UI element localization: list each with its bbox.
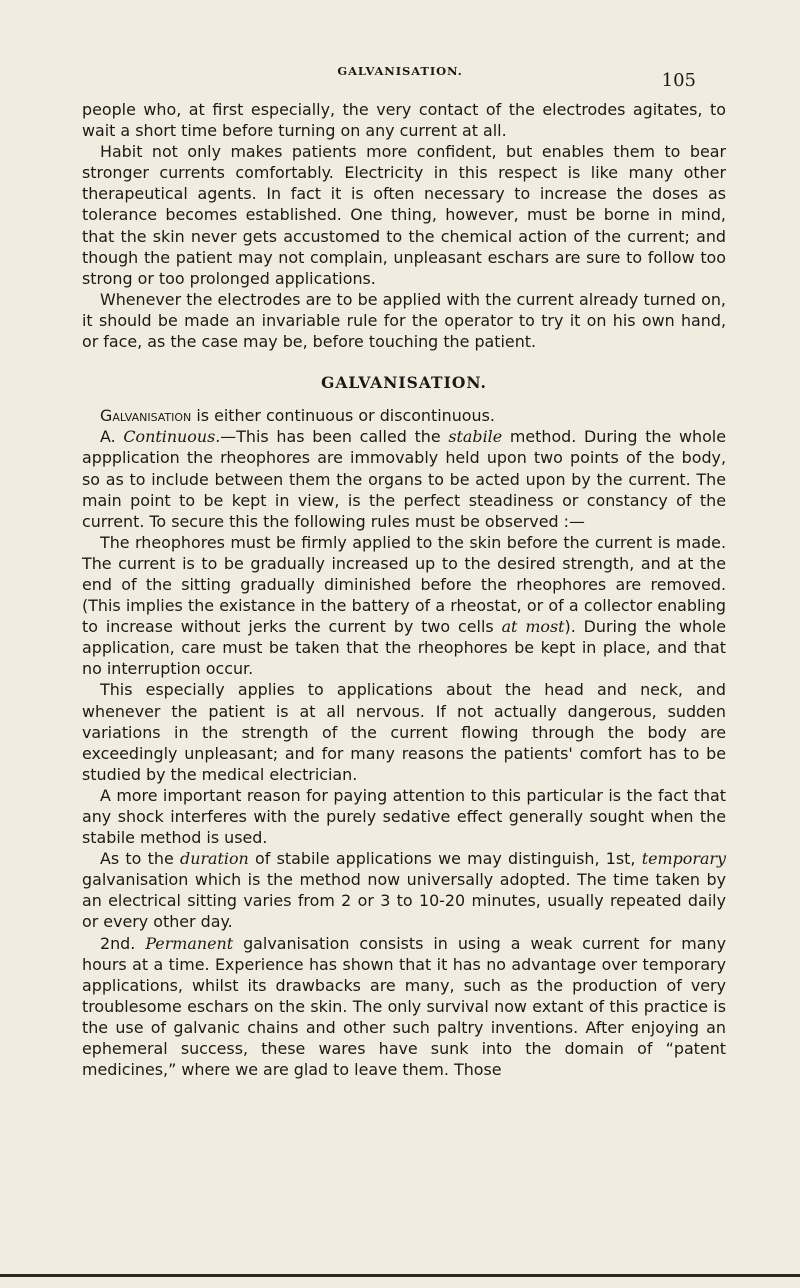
body-text	[82, 99, 726, 1080]
paragraph-important: A more important reason for paying attention to this particular is the fact that any shock interferes with the purely sedative effect generally sought when the stabile method is used.	[82, 785, 726, 848]
paragraph-habit: Habit not only makes patients more confident, but enables them to bear stronger currents comfortably. Electricity in this respect is like many other therapeutical agents. In fact it is often necessary to increase the doses as tolerance becomes established. One thing, however, must be borne in mind, that the skin never gets accustomed to the chemical action of the current; and though the patient may not complain, unpleasant eschars are sure to follow too strong or too prolonged applications.	[82, 142, 726, 288]
duration-after: galvanisation which is the method now universally adopted. The time taken by an electrical sitting varies from 2 or 3 to 10-20 minutes, usually repeated daily or every other day.	[82, 870, 726, 932]
galvanisation-term: Galvanisation	[100, 406, 192, 426]
at-most-term: at most	[501, 617, 565, 637]
running-title: GALVANISATION.	[337, 64, 463, 78]
paragraph-galvanisation	[82, 405, 726, 426]
page-number: 105	[661, 70, 696, 91]
rheophores-before: The rheophores must be firmly applied to the skin before the current is made. The current is to be gradually increased up to the desired strength, and at the end of the sitting gradually diminished before the rheophores are removed. (This implies the existance in the battery of a rheostat, or of a collector enabling to increase without jerks the current by two cells	[82, 532, 726, 637]
paragraph-permanent	[82, 933, 726, 1081]
bottom-edge-rule	[0, 1274, 800, 1277]
paragraph-duration	[82, 848, 726, 932]
continuous-mid: —This has been called the	[220, 427, 449, 447]
temporary-term: temporary	[641, 849, 726, 869]
continuous-rest: method. During the whole appplication the rheophores are immovably held upon two points of the body, so as to include between them the organs to be acted upon by the current. The main point to be kept in view, is the perfect steadiness or constancy of the current. To secure this the following rules must be observed :—	[82, 427, 726, 531]
paragraph-electrodes: Whenever the electrodes are to be applied with the current already turned on, it should be made an invariable rule for the operator to try it on his own hand, or face, as the case may be, before touching the patient.	[82, 289, 726, 352]
stabile-term: stabile	[448, 427, 503, 447]
paragraph-continued: people who, at first especially, the very contact of the electrodes agitates, to wait a short time before turning on any current at all.	[82, 100, 726, 141]
permanent-term: Permanent	[145, 933, 234, 953]
paragraph-especially: This especially applies to applications about the head and neck, and whenever the patient is at all nervous. If not actually dangerous, sudden variations in the strength of the current flowing through the body are exceedingly unpleasant; and for many reasons the patients' comfort has to be studied by the medical electrician.	[82, 680, 726, 784]
section-heading: GALVANISATION.	[321, 373, 487, 393]
duration-mid: of stabile applications we may distinguish, 1st,	[248, 849, 642, 869]
permanent-lead: 2nd.	[100, 933, 146, 953]
paragraph-rheophores	[82, 532, 726, 680]
galvanisation-rest: is either continuous or discontinuous.	[191, 406, 495, 426]
permanent-after: galvanisation consists in using a weak current for many hours at a time. Experience has shown that it has no advantage over temporary applications, whilst its drawbacks are many, such as the production of very troublesome eschars on the skin. The only survival now extant of this practice is the use of galvanic chains and other such paltry inventions. After enjoying an ephemeral success, these wares have sunk into the domain of “patent medicines,” where we are glad to leave them. Those	[82, 933, 726, 1080]
continuous-lead: A.	[100, 427, 124, 447]
duration-term: duration	[180, 849, 249, 869]
paragraph-continuous	[82, 426, 726, 531]
duration-before: As to the	[100, 849, 181, 869]
continuous-term: Continuous.	[123, 427, 221, 447]
rheophores-after: ). During the whole application, care must be taken that the rheophores be kept in place, and that no interruption occur.	[82, 617, 726, 679]
